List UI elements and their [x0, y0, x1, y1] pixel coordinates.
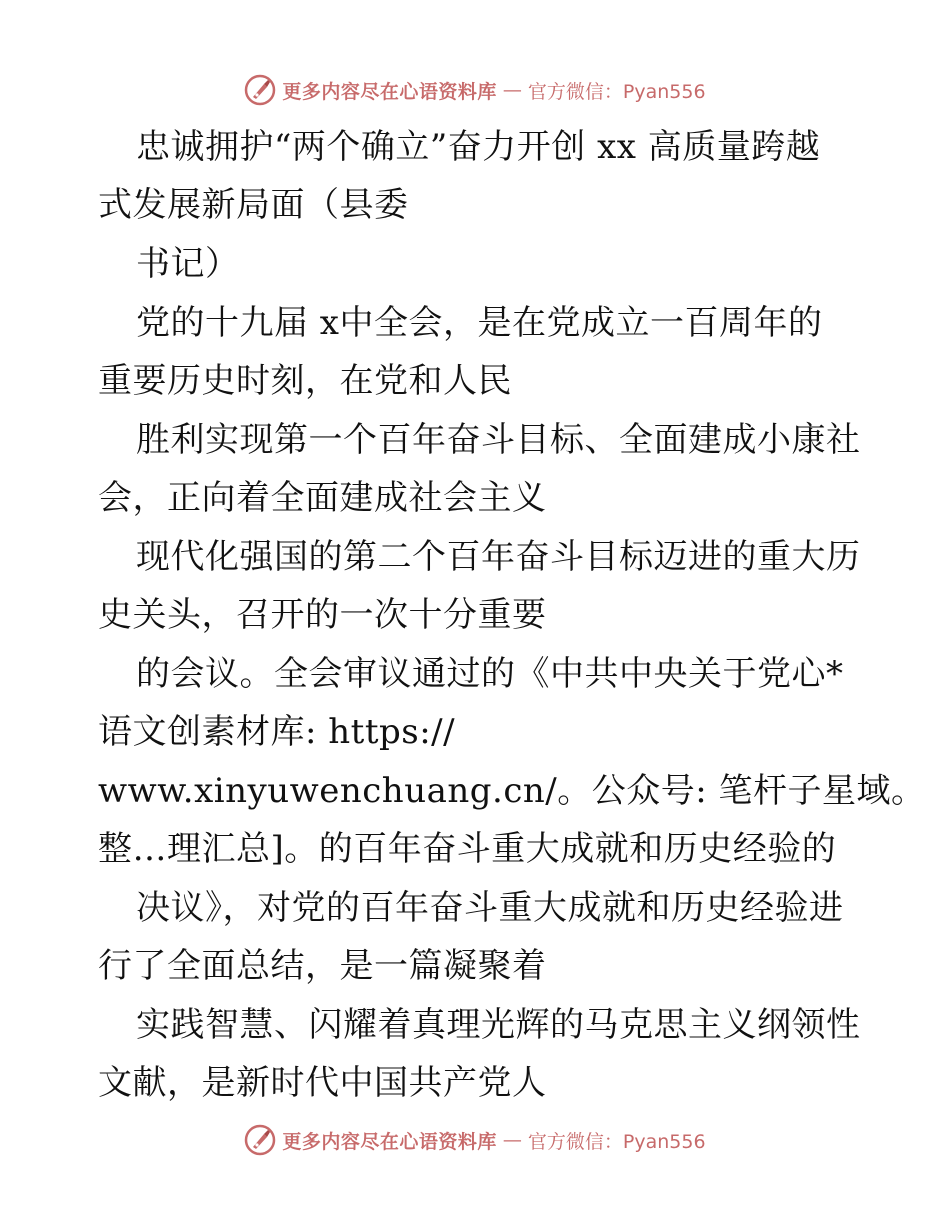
paragraph-line: 史关头，召开的一次十分重要 [98, 595, 547, 635]
paragraph-line: 重要历史时刻，在党和人民 [98, 361, 512, 401]
paragraph-line: 现代化强国的第二个百年奋斗目标迈进的重大历 [136, 537, 861, 577]
paragraph-line: 决议》，对党的百年奋斗重大成就和历史经验进 [136, 888, 844, 928]
paragraph-line: 语文创素材库: https:// [98, 712, 456, 752]
paragraph-line: 的会议。全会审议通过的《中共中央关于党心* [136, 654, 844, 694]
watermark-contact-text: 官方微信：Pyan556 [527, 1130, 706, 1153]
document-title-line-3: 书记） [136, 244, 240, 284]
paragraph-line: 文献，是新时代中国共产党人 [98, 1063, 547, 1103]
paragraph-line: 行了全面总结，是一篇凝聚着 [98, 946, 547, 986]
paragraph-line: 实践智慧、闪耀着真理光辉的马克思主义纲领性 [136, 1005, 861, 1045]
pen-nib-logo-icon [244, 74, 276, 106]
watermark-separator: — [502, 1129, 522, 1151]
watermark-contact-text: 官方微信：Pyan556 [527, 80, 706, 103]
document-title-line-2: 式发展新局面（县委 [98, 185, 409, 225]
watermark-brand-text: 更多内容尽在心语资料库 [282, 1130, 497, 1153]
paragraph-line: 整…理汇总]。的百年奋斗重大成就和历史经验的 [98, 829, 837, 869]
document-title-line-1: 忠诚拥护“两个确立”奋力开创 xx 高质量跨越 [136, 127, 821, 167]
header-watermark [0, 72, 950, 108]
pen-nib-logo-icon [244, 1124, 276, 1156]
watermark-brand-text: 更多内容尽在心语资料库 [282, 80, 497, 103]
watermark-separator: — [502, 79, 522, 101]
paragraph-line: 会，正向着全面建成社会主义 [98, 478, 547, 518]
footer-watermark [0, 1122, 950, 1158]
paragraph-line: 党的十九届 x中全会，是在党成立一百周年的 [136, 303, 823, 343]
paragraph-line: www.xinyuwenchuang.cn/。公众号: 笔杆子星域。 [98, 771, 926, 811]
paragraph-line: 胜利实现第一个百年奋斗目标、全面建成小康社 [136, 420, 861, 460]
